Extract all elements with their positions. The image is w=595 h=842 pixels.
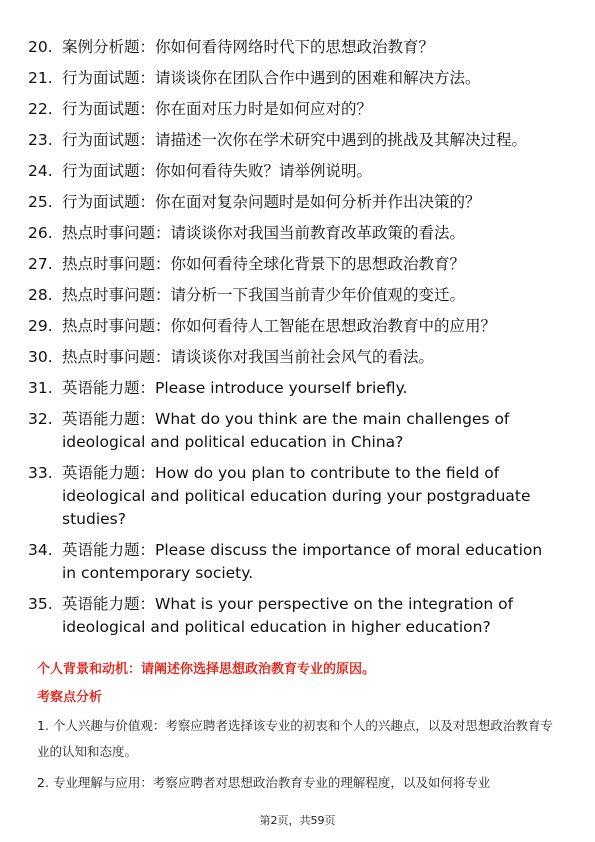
question-number: 24. (28, 162, 53, 180)
question-item (28, 191, 558, 214)
question-item (28, 346, 558, 369)
question-list (28, 36, 558, 647)
question-item (28, 315, 558, 338)
question-number: 25. (28, 193, 53, 211)
question-item (28, 129, 558, 152)
question-item (28, 98, 558, 121)
question-text: 英语能力题：What do you think are the main challenges of ideological and political education in China? (62, 410, 510, 451)
question-text: 行为面试题：你在面对压力时是如何应对的？ (62, 100, 373, 118)
question-number: 21. (28, 69, 53, 87)
question-number: 35. (28, 595, 53, 613)
question-number: 28. (28, 286, 53, 304)
question-number: 26. (28, 224, 53, 242)
question-text: 行为面试题：请谈谈你在团队合作中遇到的困难和解决方法。 (62, 69, 481, 87)
question-number: 30. (28, 348, 53, 366)
question-text: 英语能力题：Please discuss the importance of moral education in contemporary society. (62, 541, 543, 582)
question-text: 热点时事问题：你如何看待全球化背景下的思想政治教育？ (62, 255, 466, 273)
question-item (28, 160, 558, 183)
question-item (28, 36, 558, 59)
question-number: 31. (28, 379, 53, 397)
question-text: 行为面试题：请描述一次你在学术研究中遇到的挑战及其解决过程。 (62, 131, 528, 149)
question-number: 33. (28, 464, 53, 482)
question-item (28, 462, 558, 531)
question-text: 热点时事问题：请分析一下我国当前青少年价值观的变迁。 (62, 286, 466, 304)
analysis-paragraph: 1. 个人兴趣与价值观：考察应聘者选择该专业的初衷和个人的兴趣点，以及对思想政治教育专业的认知和态度。 (37, 718, 553, 759)
analysis-paragraph: 2. 专业理解与应用：考察应聘者对思想政治教育专业的理解程度，以及如何将专业 (37, 775, 491, 790)
question-number: 34. (28, 541, 53, 559)
question-item (28, 222, 558, 245)
question-item (28, 284, 558, 307)
question-text: 热点时事问题：请谈谈你对我国当前教育改革政策的看法。 (62, 224, 466, 242)
question-text: 案例分析题：你如何看待网络时代下的思想政治教育？ (62, 38, 435, 56)
question-number: 20. (28, 38, 53, 56)
question-text: 英语能力题：Please introduce yourself briefly. (62, 379, 408, 397)
question-item (28, 593, 558, 639)
question-number: 22. (28, 100, 53, 118)
question-item (28, 408, 558, 454)
section-heading: 个人背景和动机：请阐述你选择思想政治教育专业的原因。 (37, 662, 376, 677)
question-text: 热点时事问题：你如何看待人工智能在思想政治教育中的应用？ (62, 317, 497, 335)
question-text: 行为面试题：你如何看待失败？请举例说明。 (62, 162, 373, 180)
question-item (28, 377, 558, 400)
question-item (28, 539, 558, 585)
question-text: 热点时事问题：请谈谈你对我国当前社会风气的看法。 (62, 348, 435, 366)
question-item (28, 253, 558, 276)
question-text: 英语能力题：How do you plan to contribute to the field of ideological and political education during your postgraduate studies? (62, 464, 531, 528)
question-number: 27. (28, 255, 53, 273)
question-item (28, 67, 558, 90)
question-number: 23. (28, 131, 53, 149)
analysis-subheading: 考察点分析 (37, 690, 103, 705)
question-text: 行为面试题：你在面对复杂问题时是如何分析并作出决策的？ (62, 193, 481, 211)
page-footer: 第2页，共59页 (259, 814, 336, 827)
question-number: 32. (28, 410, 53, 428)
question-text: 英语能力题：What is your perspective on the integration of ideological and political education in higher education? (62, 595, 514, 636)
question-number: 29. (28, 317, 53, 335)
